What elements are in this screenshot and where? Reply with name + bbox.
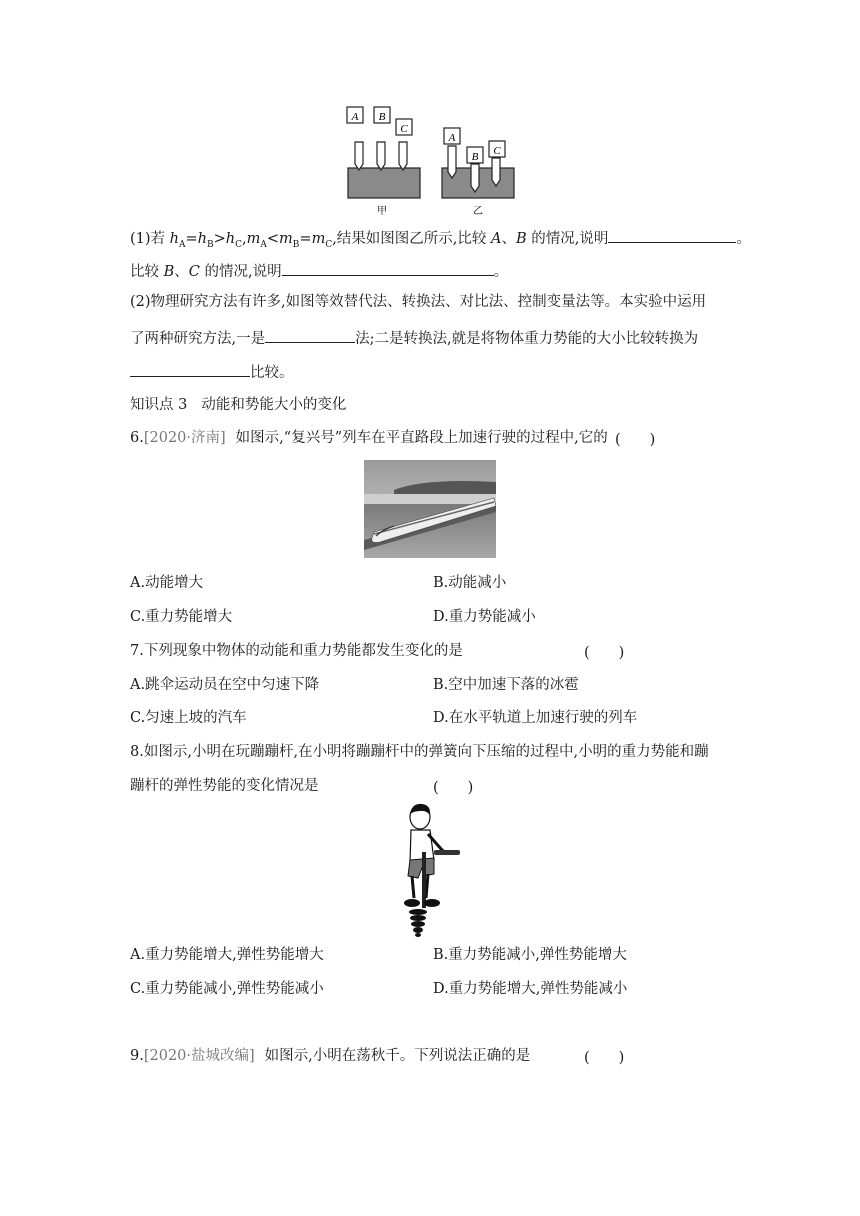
q9-answer-paren[interactable]: ( ) [584,1050,625,1066]
q1-line2-suffix: 的情况,说明 [199,264,282,280]
q7-option-b[interactable]: B.空中加速下落的冰雹 [433,677,579,693]
pogo-stick-figure [398,800,468,940]
q9-stem: 9.[2020·盐城改编] 如图示,小明在荡秋千。下列说法正确的是 [130,1048,531,1064]
q2-answer-blank-1[interactable] [265,326,355,343]
train-photo [364,460,496,558]
q1-line2: 比较 B、C 的情况,说明 。 [130,259,508,282]
section-title: 动能和势能大小的变化 [201,397,347,413]
section-heading [130,395,346,415]
q7-stem: 7.下列现象中物体的动能和重力势能都发生变化的是 [130,643,463,659]
q8-option-d[interactable]: D.重力势能增大,弹性势能减小 [433,981,628,997]
q7-answer-paren[interactable]: ( ) [584,645,625,661]
q2-line1: (2)物理研究方法有许多,如图等效替代法、转换法、对比法、控制变量法等。本实验中运用 [130,294,707,310]
block-b2-label: B [471,151,479,163]
q1-answer-blank-2[interactable] [282,259,494,276]
q8-option-b[interactable]: B.重力势能减小,弹性势能增大 [433,947,627,963]
section-label: 知识点 3 [130,397,188,413]
q6-option-c[interactable]: C.重力势能增大 [130,609,233,625]
q1-b: B [516,231,527,247]
q1-answer-blank-1[interactable] [608,226,736,243]
q1-suffix: 的情况,说明 [526,231,609,247]
block-b-label: B [378,111,386,123]
q8-line2: 蹦杆的弹性势能的变化情况是 [130,778,319,794]
q2-line2: 了两种研究方法,一是 法;二是转换法,就是将物体重力势能的大小比较转换为 [130,326,698,349]
q1-a: A [491,231,502,247]
q9-source: [2020·盐城改编] [143,1048,255,1064]
block-c2-label: C [493,145,501,157]
q6-option-d[interactable]: D.重力势能减小 [433,609,536,625]
q7-option-d[interactable]: D.在水平轨道上加速行驶的列车 [433,710,638,726]
block-a2-label: A [448,132,456,144]
q6-option-b[interactable]: B.动能减小 [433,575,507,591]
block-a-label: A [351,111,359,123]
q7-option-c[interactable]: C.匀速上坡的汽车 [130,710,247,726]
q6-option-a[interactable]: A.动能增大 [130,575,204,591]
caption-jia: 甲 [377,206,387,217]
experiment-figure [340,100,520,222]
q1-line1: (1)若 $h_A=h_B>h_C,m_A<m_B=m_C$,结果如图图乙所示,比较 A、B 的情况,说明 。 [130,226,751,255]
q6-answer-paren[interactable]: ( ) [615,432,656,448]
q8-option-a[interactable]: A.重力势能增大,弹性势能增大 [130,947,324,963]
q2-line3: 比较。 [130,360,294,383]
q1-prefix: (1)若 [130,231,170,247]
block-c-label: C [400,123,408,135]
q8-answer-paren[interactable]: ( ) [433,780,474,796]
q8-option-c[interactable]: C.重力势能减小,弹性势能减小 [130,981,324,997]
caption-yi: 乙 [473,206,483,217]
q1-mid: ,结果如图图乙所示,比较 [332,231,492,247]
q6-stem: 6.[2020·济南] 如图示,“复兴号”列车在平直路段上加速行驶的过程中,它的 [130,430,608,446]
q7-option-a[interactable]: A.跳伞运动员在空中匀速下降 [130,677,320,693]
q8-line1: 8.如图示,小明在玩蹦蹦杆,在小明将蹦蹦杆中的弹簧向下压缩的过程中,小明的重力势能和蹦 [130,744,709,760]
q2-answer-blank-2[interactable] [130,360,250,377]
q6-source: [2020·济南] [143,430,226,446]
